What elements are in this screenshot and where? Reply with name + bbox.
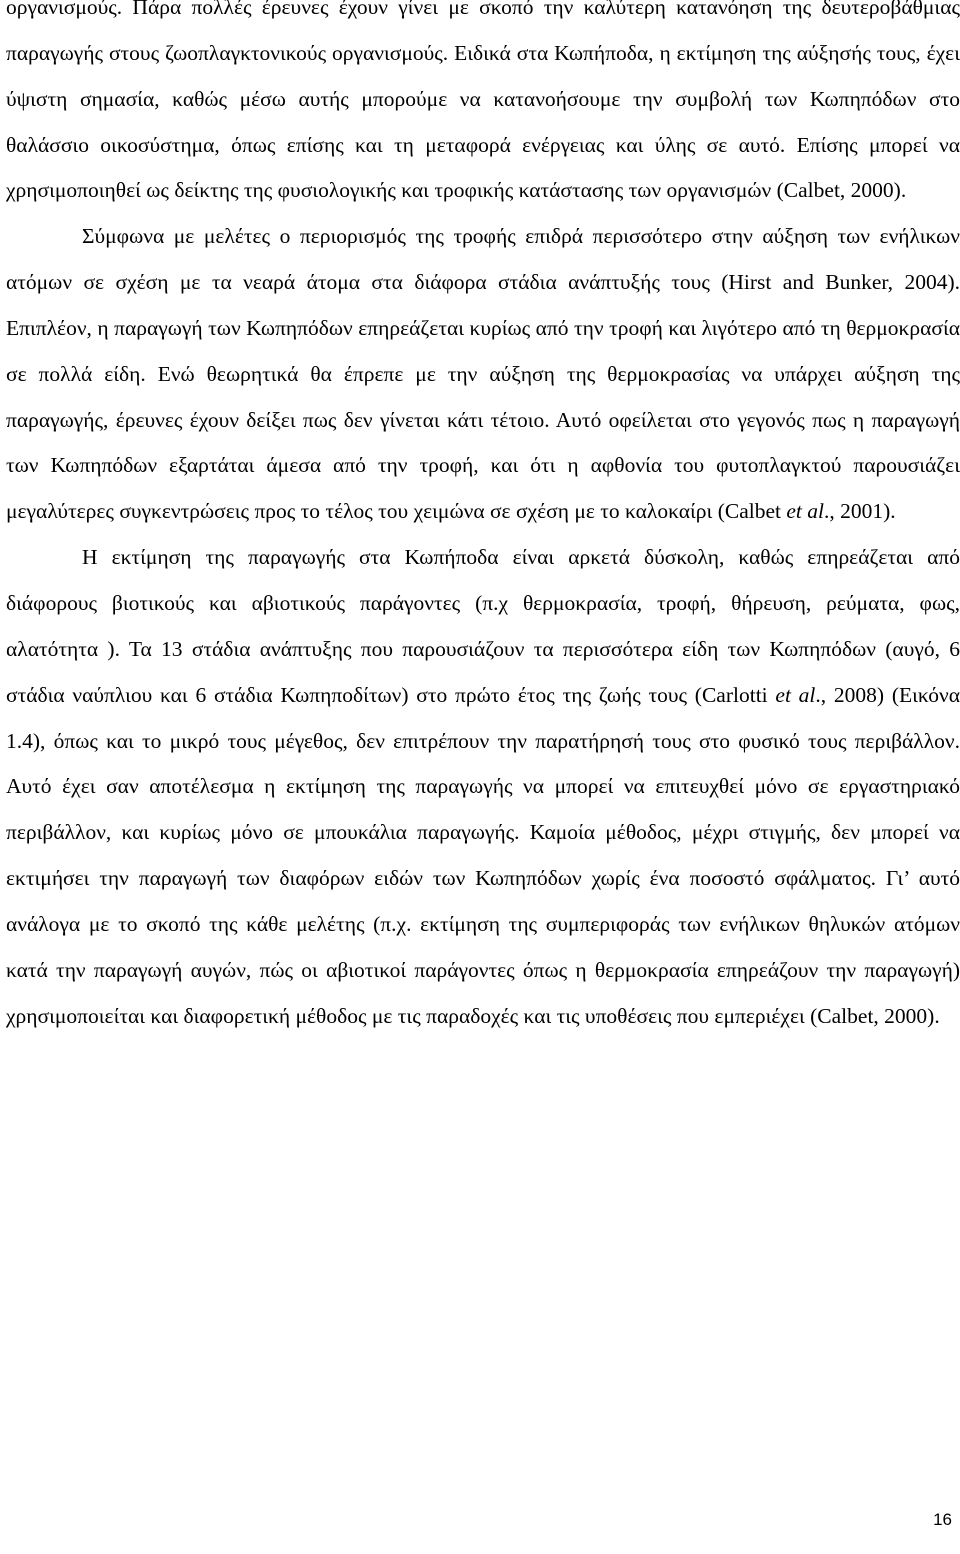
paragraph-3-italic-citation: et al [775, 682, 816, 707]
document-page [6, 0, 960, 1039]
paragraph-3 [6, 535, 960, 1039]
paragraph-1-text: οργανισμούς. Πάρα πολλές έρευνες έχουν γίνει με σκοπό την καλύτερη κατανόηση της δευτεροβάθμιας παραγωγής στους ζωοπλαγκτονικούς οργανισμούς. Ειδικά στα Κωπήποδα, η εκτίμηση της αύξησής τους, έχει ύψιστη σημασία, καθώς μέσω αυτής μπορούμε να κατανοήσουμε την συμβολή των Κωπηπόδων στο θαλάσσιο οικοσύστημα, όπως επίσης και τη μεταφορά ενέργειας και ύλης σε αυτό. Επίσης μπορεί να χρησιμοποιηθεί ως δείκτης της φυσιολογικής και τροφικής κατάστασης των οργανισμών (Calbet, 2000). [6, 0, 960, 203]
paragraph-2-text: Σύμφωνα με μελέτες ο περιορισμός της τροφής επιδρά περισσότερο στην αύξηση των ενήλικων ατόμων σε σχέση με τα νεαρά άτομα στα διάφορα στάδια ανάπτυξής τους (Hirst and Bunker, 2004). Επιπλέον, η παραγωγή των Κωπηπόδων επηρεάζεται κυρίως από την τροφή και λιγότερο από τη θερμοκρασία σε πολλά είδη. Ενώ θεωρητικά θα έπρεπε με την αύξηση της θερμοκρασίας να υπάρχει αύξηση της παραγωγής, έρευνες έχουν δείξει πως δεν γίνεται κάτι τέτοιο. Αυτό οφείλεται στο γεγονός πως η παραγωγή των Κωπηπόδων εξαρτάται άμεσα από την τροφή, και ότι η αφθονία του φυτοπλαγκτού παρουσιάζει μεγαλύτερες συγκεντρώσεις προς το τέλος του χειμώνα σε σχέση με το καλοκαίρι (Calbet [6, 224, 960, 524]
paragraph-2-text-end: ., 2001). [823, 499, 896, 524]
paragraph-1 [6, 0, 960, 214]
paragraph-3-text-end: ., 2008) (Εικόνα 1.4), όπως και το μικρό τους μέγεθος, δεν επιτρέπουν την παρατήρησή τους στο φυσικό τους περιβάλλον. Αυτό έχει σαν αποτέλεσμα η εκτίμηση της παραγωγής να μπορεί να επιτευχθεί μόνο σε εργαστηριακό περιβάλλον, και κυρίως μόνο σε μπουκάλια παραγωγής. Καμοία μέθοδος, μέχρι στιγμής, δεν μπορεί να εκτιμήσει την παραγωγή των διαφόρων ειδών των Κωπηπόδων χωρίς ένα ποσοστό σφάλματος. Γι’ αυτό ανάλογα με το σκοπό της κάθε μελέτης (π.χ. εκτίμηση της συμπεριφοράς των ενήλικων θηλυκών ατόμων κατά την παραγωγή αυγών, πώς οι αβιοτικοί παράγοντες όπως η θερμοκρασία επηρεάζουν την παραγωγή) χρησιμοποιείται και διαφορετική μέθοδος με τις παραδοχές και τις υποθέσεις που εμπεριέχει (Calbet, 2000). [6, 682, 960, 1028]
page-number: 16 [933, 1510, 952, 1529]
paragraph-2 [6, 214, 960, 535]
paragraph-3-text: Η εκτίμηση της παραγωγής στα Κωπήποδα είναι αρκετά δύσκολη, καθώς επηρεάζεται από διάφορους βιοτικούς και αβιοτικούς παράγοντες (π.χ θερμοκρασία, τροφή, θήρευση, ρεύματα, φως, αλατότητα ). Τα 13 στάδια ανάπτυξης που παρουσιάζουν τα περισσότερα είδη των Κωπηπόδων (αυγό, 6 στάδια ναύπλιου και 6 στάδια Κωπηποδίτων) στο πρώτο έτος της ζωής τους (Carlotti [6, 545, 960, 707]
paragraph-2-italic-citation: et al [786, 499, 824, 524]
